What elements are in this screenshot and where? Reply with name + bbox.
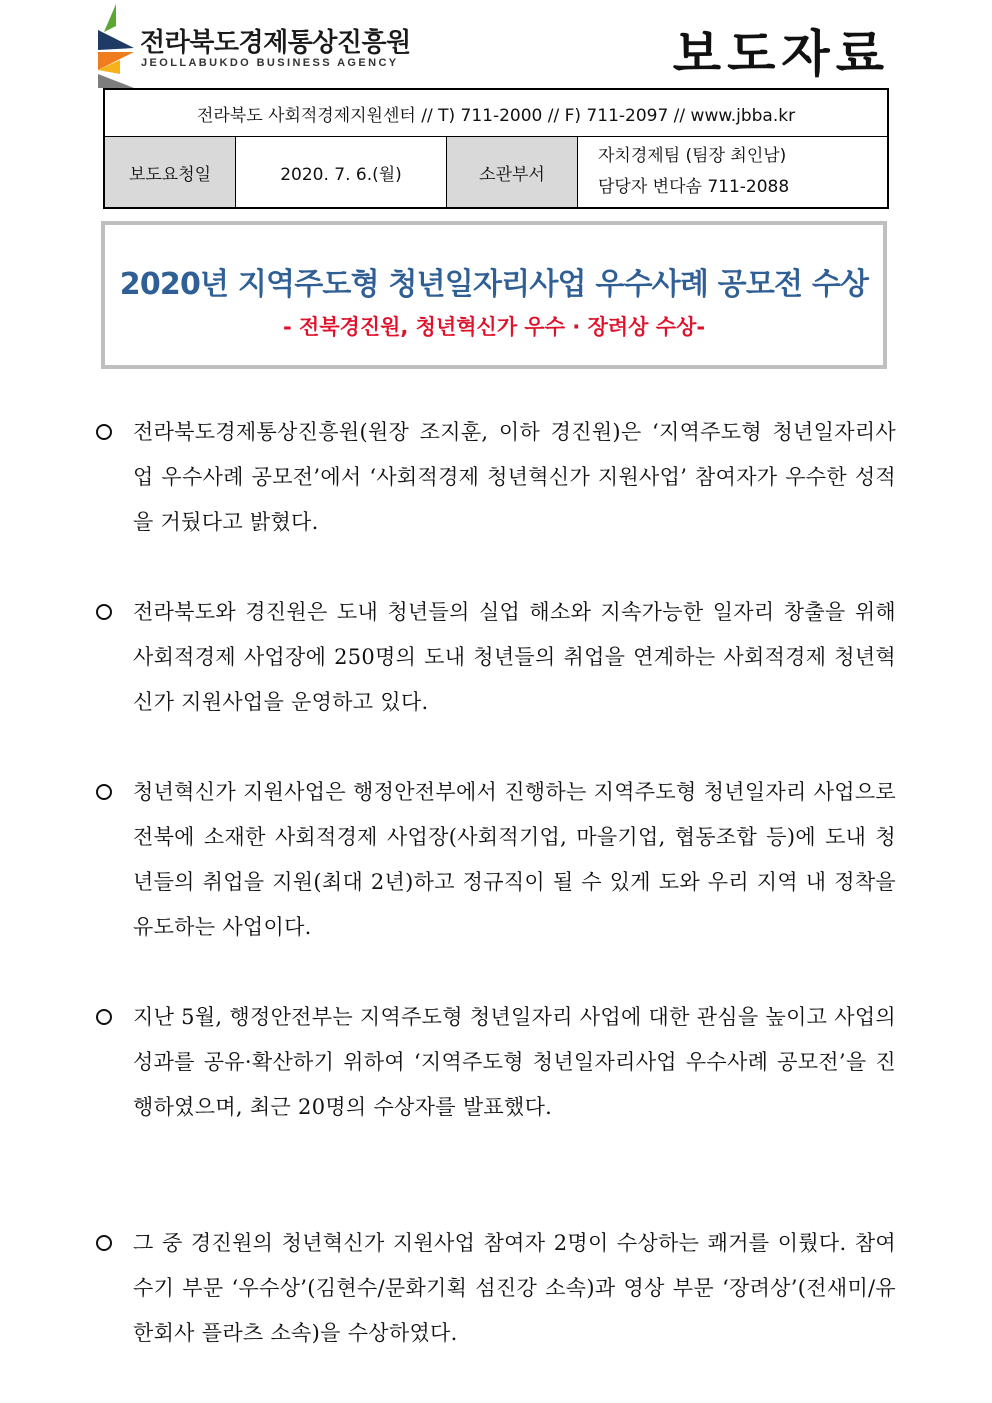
- contact-row: [104, 89, 888, 137]
- paragraph-text: 그 중 경진원의 청년혁신가 지원사업 참여자 2명이 수상하는 쾌거를 이뤘다. 참여 수기 부문 ‘우수상’(김현수/문화기획 섬진강 소속)과 영상 부문 ‘장려상’(전새미/유한회사 플라츠 소속)을 수상하였다.: [133, 1231, 896, 1345]
- bullet-circle-icon: [96, 1009, 112, 1025]
- press-info-table: [103, 88, 889, 209]
- paragraph-text: 청년혁신가 지원사업은 행정안전부에서 진행하는 지역주도형 청년일자리 사업으로 전북에 소재한 사회적경제 사업장(사회적기업, 마을기업, 협동조합 등)에 도내 청년들의 취업을 지원(최대 2년)하고 정규직이 될 수 있게 도와 우리 지역 내 정착을 유도하는 사업이다.: [133, 780, 896, 939]
- request-date-value: 2020. 7. 6.(월): [236, 137, 447, 209]
- meta-row: [104, 137, 888, 209]
- dept-label: 소관부서: [447, 137, 578, 209]
- body-paragraph: [96, 770, 896, 950]
- body-paragraph: [96, 590, 896, 725]
- contact-info: 전라북도 사회적경제지원센터 // T) 711-2000 // F) 711-2097 // www.jbba.kr: [104, 89, 888, 137]
- body-paragraph: [96, 1221, 896, 1356]
- request-date-label: 보도요청일: [104, 137, 236, 209]
- dept-contact-line: 담당자 변다솜 711-2088: [598, 177, 790, 197]
- body-paragraph: [96, 995, 896, 1130]
- bullet-circle-icon: [96, 604, 112, 620]
- paragraph-text: 전라북도경제통상진흥원(원장 조지훈, 이하 경진원)은 ‘지역주도형 청년일자리사업 우수사례 공모전’에서 ‘사회적경제 청년혁신가 지원사업’ 참여자가 우수한 성적을 거뒀다고 밝혔다.: [133, 420, 896, 534]
- headline-subtitle: - 전북경진원, 청년혁신가 우수 · 장려상 수상-: [282, 315, 706, 339]
- headline-title: 2020년 지역주도형 청년일자리사업 우수사례 공모전 수상: [119, 267, 869, 302]
- headline-box: [101, 221, 887, 369]
- paragraph-text: 전라북도와 경진원은 도내 청년들의 실업 해소와 지속가능한 일자리 창출을 위해 사회적경제 사업장에 250명의 도내 청년들의 취업을 연계하는 사회적경제 청년혁신가 지원사업을 운영하고 있다.: [133, 600, 896, 714]
- org-name-en: JEOLLABUKDO BUSINESS AGENCY: [141, 57, 399, 69]
- org-emblem-icon: [94, 4, 138, 88]
- bullet-circle-icon: [96, 784, 112, 800]
- doc-type-heading: 보도자료: [672, 25, 890, 83]
- org-name-ko: 전라북도경제통상진흥원: [140, 28, 411, 58]
- dept-value: [578, 137, 889, 209]
- bullet-circle-icon: [96, 424, 112, 440]
- dept-team-line: 자치경제팀 (팀장 최인남): [598, 146, 787, 166]
- org-logo: [94, 4, 424, 88]
- body-paragraph: [96, 410, 896, 545]
- bullet-circle-icon: [96, 1235, 112, 1251]
- paragraph-text: 지난 5월, 행정안전부는 지역주도형 청년일자리 사업에 대한 관심을 높이고 사업의 성과를 공유·확산하기 위하여 ‘지역주도형 청년일자리사업 우수사례 공모전’을 진행하였으며, 최근 20명의 수상자를 발표했다.: [133, 1005, 896, 1119]
